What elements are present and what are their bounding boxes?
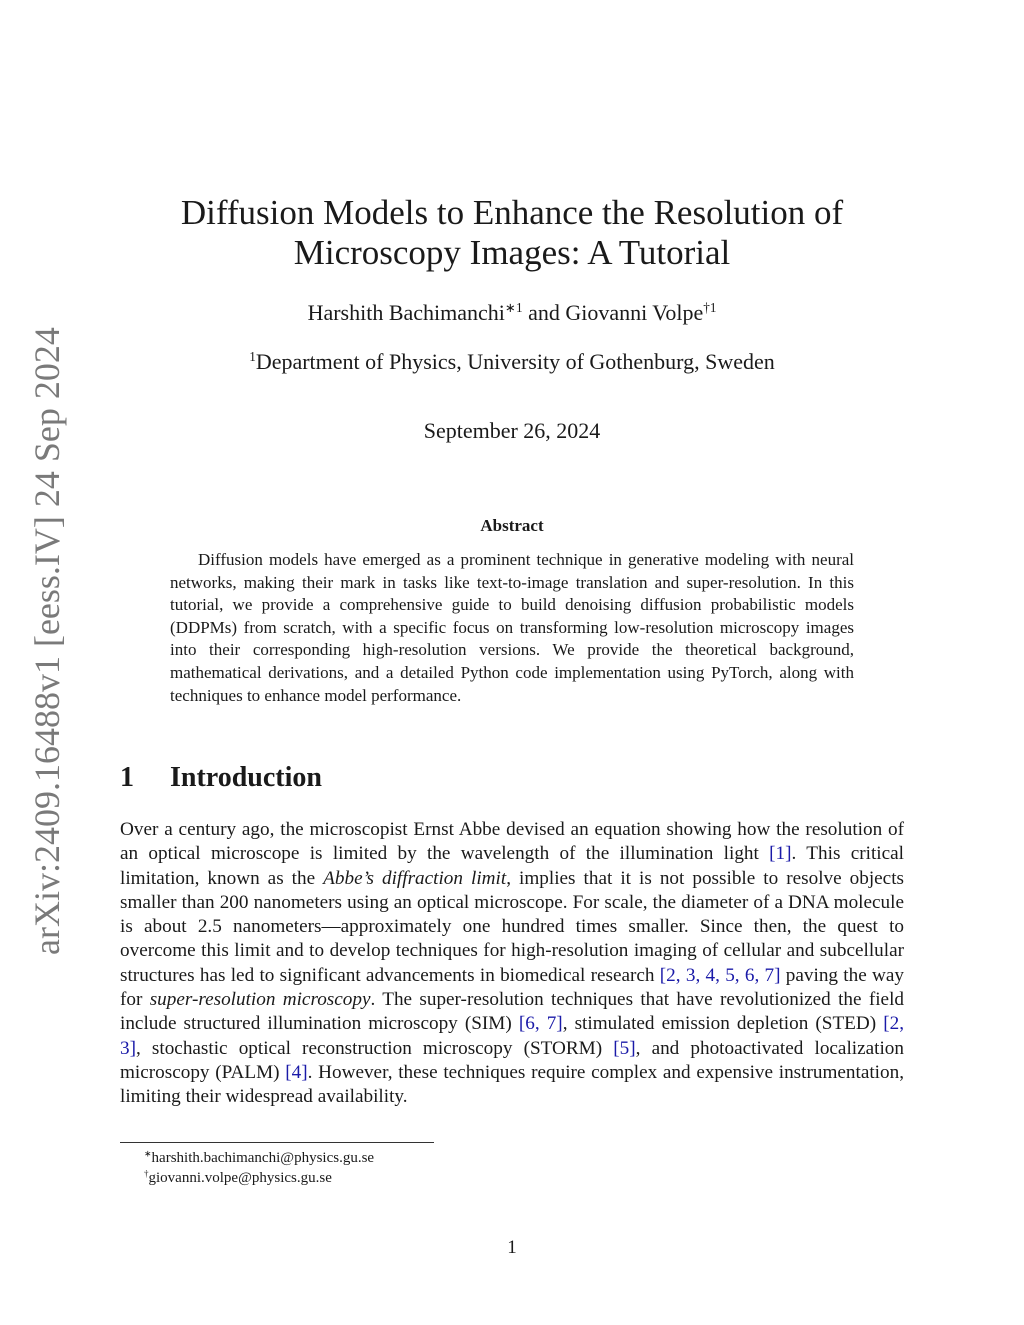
intro-text: Over a century ago, the microscopist Ernst Abbe devised an equation showing how the resolution of an optical microscope is limited by the wavelength of the illumination light bbox=[120, 819, 904, 865]
affiliation-mark: 1 bbox=[249, 349, 256, 365]
intro-text: , stochastic optical reconstruction microscopy (STORM) bbox=[135, 1037, 614, 1059]
citation-link[interactable]: [2, 3] bbox=[120, 1013, 905, 1059]
footnote-1 bbox=[144, 1148, 374, 1168]
section-title: Introduction bbox=[170, 762, 322, 793]
intro-paragraph bbox=[120, 818, 904, 1110]
emphasis-term: Abbe’s diffraction limit bbox=[323, 867, 507, 889]
author-footnote-mark: ∗1 bbox=[504, 300, 523, 316]
affiliation-text: Department of Physics, University of Gothenburg, Sweden bbox=[255, 349, 775, 374]
affiliation bbox=[120, 349, 904, 375]
footnote-mark: † bbox=[144, 1168, 149, 1179]
citation-link[interactable]: [4] bbox=[285, 1061, 308, 1083]
author-separator: and bbox=[522, 300, 566, 325]
author-name: Harshith Bachimanchi bbox=[307, 300, 505, 325]
citation-link[interactable]: [1] bbox=[769, 843, 792, 865]
footnote-divider bbox=[120, 1142, 434, 1143]
footnote-2 bbox=[144, 1168, 374, 1188]
author-list bbox=[120, 300, 904, 326]
title-line-1: Diffusion Models to Enhance the Resolution of bbox=[180, 193, 844, 232]
citation-link[interactable]: [2, 3, 4, 5, 6, 7] bbox=[659, 964, 781, 986]
footnote-email: giovanni.volpe@physics.gu.se bbox=[148, 1170, 332, 1186]
intro-text: . This critical limitation, known as the bbox=[120, 843, 904, 889]
intro-text: , implies that it is not possible to resolve objects smaller than 200 nanometers using an optical microscope. For scale, the diameter of a DNA molecule is about 2.5 nanometers—approximately one hundred times smaller. Since then, the quest to overcome this limit and to develop techniques for high-resolution imaging of cellular and subcellular structures has led to significant advancements in biomedical research bbox=[120, 867, 904, 986]
section-number: 1 bbox=[120, 762, 134, 793]
footnote-email: harshith.bachimanchi@physics.gu.se bbox=[151, 1150, 375, 1166]
paper-title bbox=[120, 193, 904, 273]
intro-text: . However, these techniques require complex and expensive instrumentation, limiting their widespread availability. bbox=[120, 1061, 904, 1108]
emphasis-term: super-resolution microscopy bbox=[149, 989, 371, 1011]
title-line-2: Microscopy Images: A Tutorial bbox=[293, 233, 731, 272]
abstract-text: Diffusion models have emerged as a prominent technique in generative modeling with neural networks, making their mark in tasks like text-to-image translation and super-resolution. In this tutorial, we provide a comprehensive guide to build denoising diffusion probabilistic models (DDPMs) from scratch, with a specific focus on transforming low-resolution microscopy images into their corresponding high-resolution versions. We provide the theoretical background, mathematical derivations, and a detailed Python code implementation using PyTorch, along with techniques to enhance model performance. bbox=[170, 550, 854, 705]
footnotes bbox=[144, 1148, 374, 1188]
arxiv-identifier: arXiv:2409.16488v1 [eess.IV] 24 Sep 2024 bbox=[27, 327, 67, 955]
citation-link[interactable]: [5] bbox=[613, 1037, 636, 1059]
intro-text: , and photoactivated localization microscopy (PALM) bbox=[120, 1037, 904, 1083]
publication-date: September 26, 2024 bbox=[423, 418, 601, 443]
section-heading bbox=[120, 762, 322, 794]
citation-link[interactable]: [6, 7] bbox=[518, 1013, 563, 1035]
intro-text: paving the way for bbox=[120, 964, 904, 1011]
page-number: 1 bbox=[507, 1237, 517, 1258]
intro-text: , stimulated emission depletion (STED) bbox=[562, 1013, 884, 1035]
abstract-heading: Abstract bbox=[480, 516, 544, 535]
author-footnote-mark: †1 bbox=[703, 300, 717, 316]
author-name: Giovanni Volpe bbox=[565, 300, 704, 325]
footnote-mark: ∗ bbox=[144, 1148, 152, 1159]
intro-text: . The super-resolution techniques that have revolutionized the field include structured illumination microscopy (SIM) bbox=[120, 989, 904, 1035]
